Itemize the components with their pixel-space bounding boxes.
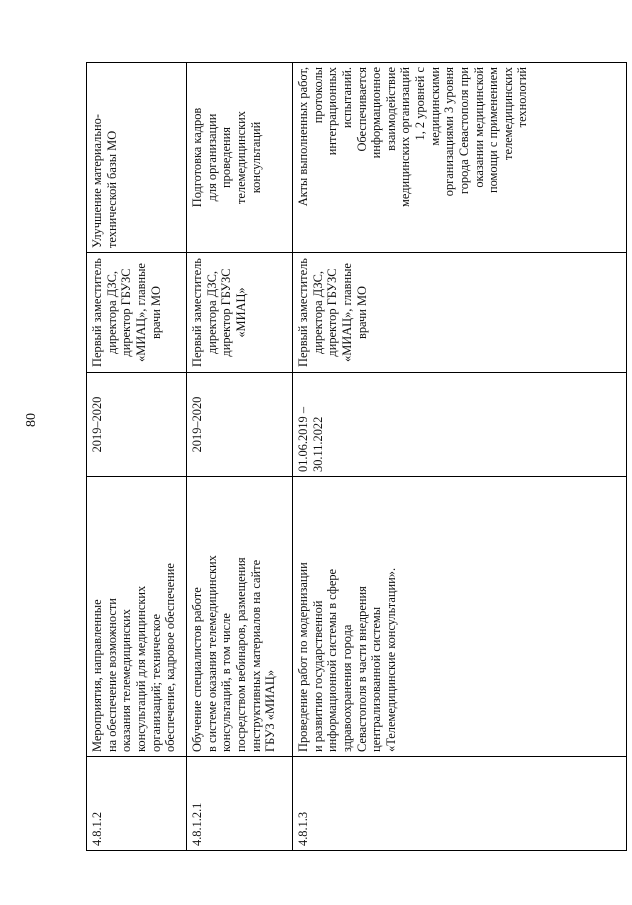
table-row (293, 63, 627, 851)
activities-table (86, 62, 627, 851)
row-number: 4.8.1.3 (293, 757, 627, 851)
rotated-table-container (86, 63, 626, 851)
row-period: 01.06.2019 – 30.11.2022 (293, 373, 627, 477)
table-row (87, 63, 187, 851)
row-description: Проведение работ по модернизации и развитию государственной информационной системы в сфере здравоохранения города Севастополя в части внедрения централизованной системы «Телемедицинские консультации». (293, 477, 627, 757)
row-responsible: Первый заместитель директора ДЗС, директор ГБУЗС «МИАЦ», главные врачи МО (293, 253, 627, 373)
row-number: 4.8.1.2 (87, 757, 187, 851)
row-description: Мероприятия, направленные на обеспечение возможности оказания телемедицинских консультаций для медицинских организаций; техническое обеспечение, кадровое обеспечение (87, 477, 187, 757)
row-responsible: Первый заместитель директора ДЗС, директор ГБУЗС «МИАЦ», главные врачи МО (87, 253, 187, 373)
row-period: 2019–2020 (187, 373, 293, 477)
table-row (187, 63, 293, 851)
row-responsible: Первый заместитель директора ДЗС, директор ГБУЗС «МИАЦ» (187, 253, 293, 373)
page-number: 80 (24, 413, 39, 427)
row-number: 4.8.1.2.1 (187, 757, 293, 851)
row-period: 2019–2020 (87, 373, 187, 477)
row-result: Улучшение материально- технической базы МО (87, 63, 187, 253)
row-description: Обучение специалистов работе в системе оказания телемедицинских консультаций, в том числе посредством вебинаров, размещения инструктивных материалов на сайте ГБУЗ «МИАЦ» (187, 477, 293, 757)
row-result: Акты выполненных работ, протоколы интеграционных испытаний. Обеспечивается информационное взаимодействие медицинских организаций 1, 2 уровней с медицинскими организациями 3 уровня города Севастополя при оказании медицинской помощи с применением телемедицинских технологий (293, 63, 627, 253)
row-result: Подготовка кадров для организации проведения телемедицинских консультаций (187, 63, 293, 253)
